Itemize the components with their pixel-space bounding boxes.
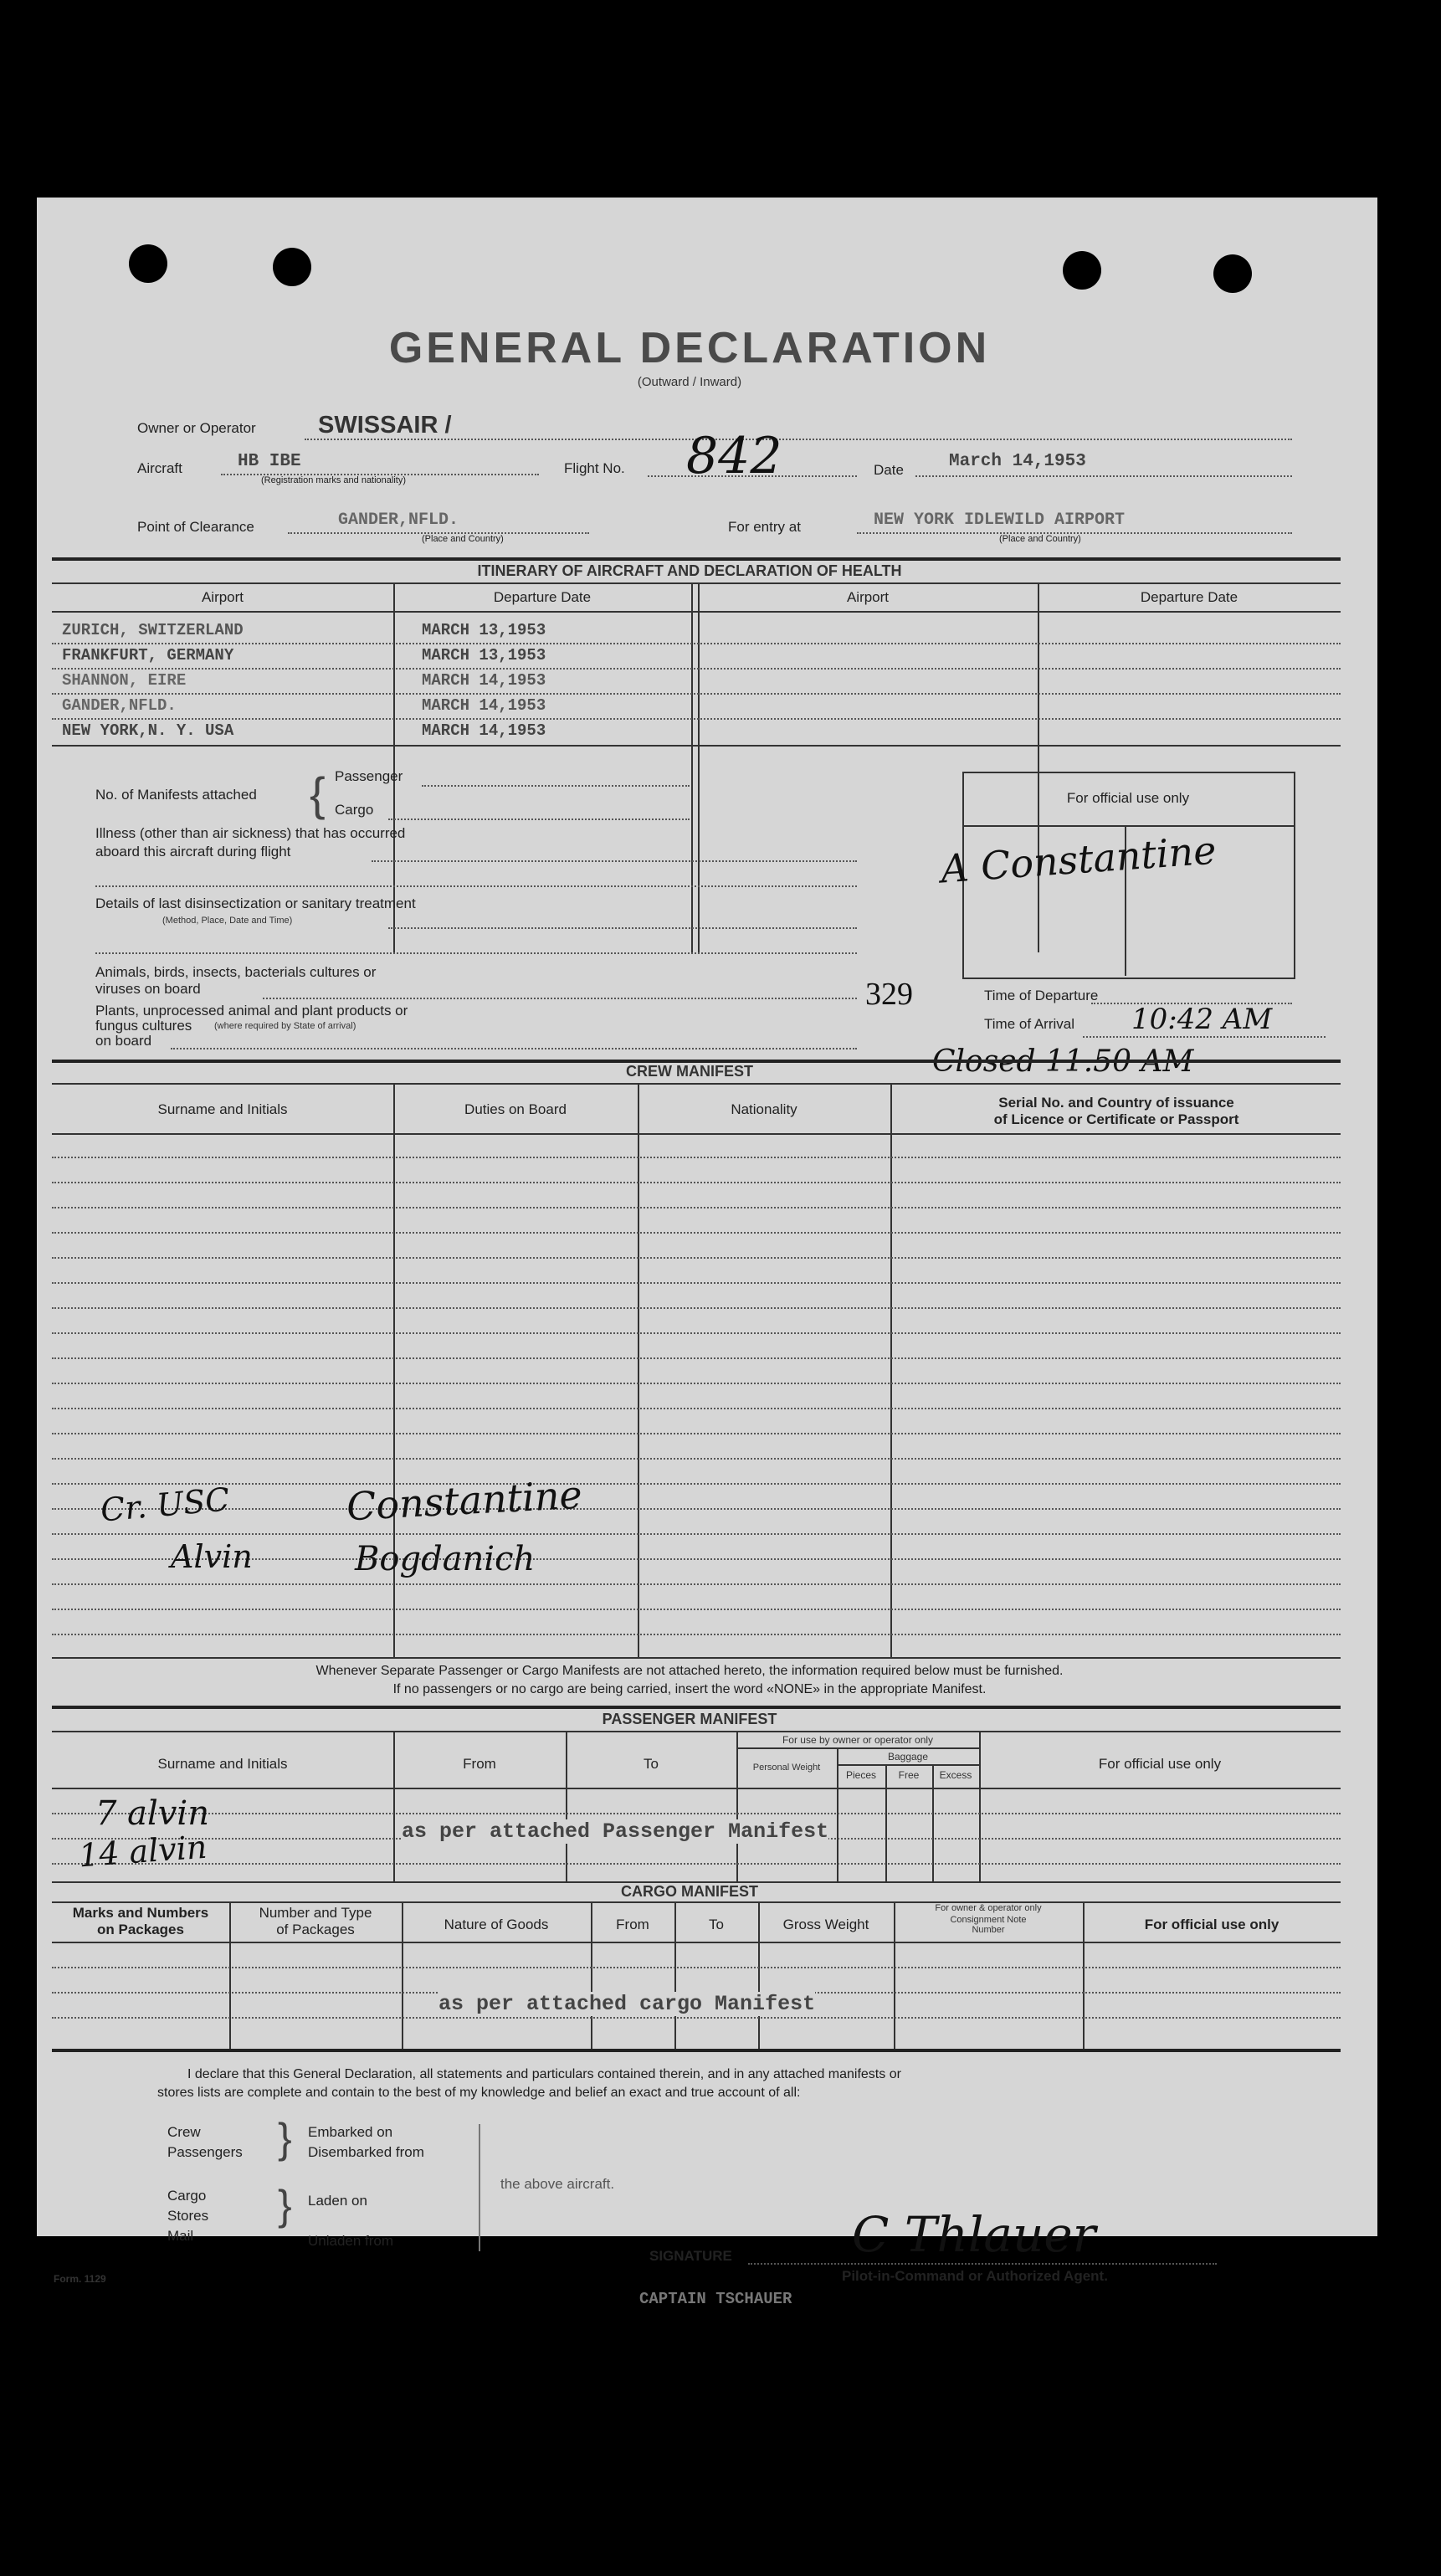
cargo-col-weight: Gross Weight	[782, 1917, 869, 1932]
itinerary-airport-1: ZURICH, SWITZERLAND	[62, 621, 244, 639]
passenger-entry-1: 7 alvin	[95, 1794, 209, 1833]
decl-brace-2: }	[278, 2182, 292, 2229]
cargo-title: CARGO MANIFEST	[621, 1883, 758, 1900]
notice-line-2: If no passengers or no cargo are being carried, insert the word «NONE» in the appropriate Manifest.	[392, 1682, 987, 1696]
crew-title: CREW MANIFEST	[626, 1063, 753, 1080]
passenger-col-surname: Surname and Initials	[157, 1756, 288, 1772]
passenger-attached: as per attached Passenger Manifest	[402, 1819, 829, 1844]
declaration-line-2: stores lists are complete and contain to the best of my knowledge and belief an exact and true account of all:	[157, 2086, 801, 2100]
cargo-col-official: For official use only	[1144, 1917, 1279, 1932]
entry-label: For entry at	[728, 519, 801, 535]
decl-crew: Crew	[167, 2124, 201, 2140]
form-title: GENERAL DECLARATION	[388, 324, 991, 372]
cargo-col-owner-2: Consignment Note	[950, 1915, 1027, 1925]
itinerary-col-departure: Departure Date	[493, 589, 592, 605]
clearance-sub: (Place and Country)	[422, 534, 504, 544]
decl-disembarked: Disembarked from	[308, 2144, 424, 2160]
illness-label-1: Illness (other than air sickness) that has occurred	[95, 825, 406, 841]
passenger-col-personal: Personal Weight	[752, 1763, 821, 1773]
form-number: Form. 1129	[54, 2273, 106, 2285]
plants-label-1: Plants, unprocessed animal and plant products or	[95, 1003, 408, 1019]
decl-mail: Mail	[167, 2228, 194, 2244]
decl-passengers: Passengers	[167, 2144, 243, 2160]
crew-entry-2-name: Bogdanich	[355, 1540, 536, 1578]
decl-above: the above aircraft.	[500, 2176, 615, 2192]
itinerary-date-5: MARCH 14,1953	[422, 721, 546, 740]
disinsect-label-2: (Method, Place, Date and Time)	[162, 916, 293, 926]
passenger-title: PASSENGER MANIFEST	[602, 1711, 777, 1727]
passenger-col-free: Free	[898, 1769, 920, 1781]
cargo-col-to: To	[709, 1917, 724, 1932]
departure-time-label: Time of Departure	[984, 988, 1099, 1003]
owner-label: Owner or Operator	[137, 420, 256, 436]
captain-name: CAPTAIN TSCHAUER	[639, 2290, 792, 2308]
crew-col-surname: Surname and Initials	[157, 1101, 288, 1117]
itinerary-airport-2: FRANKFURT, GERMANY	[62, 646, 234, 665]
signature-label: SIGNATURE	[649, 2248, 732, 2264]
official-title: For official use only	[1066, 790, 1190, 806]
itinerary-airport-4: GANDER,NFLD.	[62, 696, 177, 715]
entry-value: NEW YORK IDLEWILD AIRPORT	[874, 511, 1126, 530]
decl-brace-1: }	[278, 2115, 292, 2162]
punch-hole	[1213, 254, 1252, 293]
closed-time: Closed 11.50 AM	[932, 1044, 1194, 1079]
itinerary-date-2: MARCH 13,1953	[422, 646, 546, 665]
owner-value: SWISSAIR /	[318, 412, 452, 439]
itinerary-date-3: MARCH 14,1953	[422, 671, 546, 690]
crew-entry-1-name: Constantine	[345, 1471, 583, 1530]
entry-sub: (Place and Country)	[999, 534, 1081, 544]
crew-entry-1-initials: Cr. USC	[99, 1480, 231, 1529]
animals-label-2: viruses on board	[95, 981, 201, 997]
flight-label: Flight No.	[564, 460, 625, 476]
pilot-signature: C Thlauer	[852, 2206, 1096, 2263]
clearance-label: Point of Clearance	[137, 519, 254, 535]
flight-value: 842	[686, 427, 782, 485]
itinerary-airport-5: NEW YORK,N. Y. USA	[62, 721, 234, 740]
itinerary-col-departure-2: Departure Date	[1140, 589, 1238, 605]
crew-col-serial-1: Serial No. and Country of issuance	[998, 1095, 1234, 1111]
arrival-time-label: Time of Arrival	[984, 1016, 1075, 1032]
decl-cargo: Cargo	[167, 2188, 207, 2204]
plants-label-3: on board	[95, 1033, 152, 1049]
cargo-attached: as per attached cargo Manifest	[438, 1992, 816, 2016]
clearance-value: GANDER,NFLD.	[338, 511, 459, 530]
disinsect-label-1: Details of last disinsectization or sanitary treatment	[95, 895, 416, 911]
cargo-col-marks-1: Marks and Numbers	[72, 1905, 209, 1921]
itinerary-col-airport-2: Airport	[846, 589, 890, 605]
passenger-entry-2: 14 alvin	[77, 1828, 208, 1875]
punch-hole	[273, 248, 311, 286]
decl-laden: Laden on	[308, 2193, 367, 2209]
passenger-col-to: To	[644, 1756, 659, 1772]
arrival-time-value: 10:42 AM	[1131, 1003, 1273, 1036]
itinerary-col-airport: Airport	[201, 589, 244, 605]
itinerary-airport-3: SHANNON, EIRE	[62, 671, 187, 690]
passenger-label: Passenger	[335, 768, 403, 784]
animals-label-1: Animals, birds, insects, bacterials cultures or	[95, 964, 377, 980]
crew-entry-2-first: Alvin	[171, 1538, 253, 1575]
plants-label-2: fungus cultures	[95, 1018, 192, 1034]
punch-hole	[1063, 251, 1101, 290]
decl-unladen: Unladen from	[308, 2233, 394, 2249]
notice-line-1: Whenever Separate Passenger or Cargo Manifests are not attached hereto, the information required below must be furnished.	[315, 1664, 1064, 1678]
plants-label-2b: (where required by State of arrival)	[214, 1021, 356, 1031]
cargo-col-number-2: of Packages	[276, 1922, 355, 1937]
passenger-col-owner: For use by owner or operator only	[782, 1734, 934, 1746]
itinerary-date-4: MARCH 14,1953	[422, 696, 546, 715]
cargo-col-marks-2: on Packages	[97, 1922, 184, 1937]
passenger-col-official: For official use only	[1098, 1756, 1222, 1772]
official-number: 329	[865, 977, 913, 1012]
itinerary-date-1: MARCH 13,1953	[422, 621, 546, 639]
form-subtitle: (Outward / Inward)	[637, 375, 742, 389]
declaration-line-1: I declare that this General Declaration, all statements and particulars contained therein, and in any attached manifests or	[187, 2067, 901, 2081]
date-value: March 14,1953	[949, 452, 1086, 471]
manifests-label: No. of Manifests attached	[95, 787, 257, 803]
itinerary-title: ITINERARY OF AIRCRAFT AND DECLARATION OF HEALTH	[477, 562, 902, 579]
cargo-label: Cargo	[335, 802, 374, 818]
crew-col-nationality: Nationality	[731, 1101, 797, 1117]
cargo-col-nature: Nature of Goods	[444, 1917, 549, 1932]
cargo-col-owner-3: Number	[972, 1925, 1005, 1935]
passenger-col-pieces: Pieces	[845, 1769, 877, 1781]
declaration-form	[37, 198, 1377, 2308]
aircraft-value: HB IBE	[238, 452, 301, 471]
passenger-col-baggage: Baggage	[887, 1751, 929, 1763]
cargo-col-owner-1: For owner & operator only	[935, 1903, 1042, 1913]
illness-label-2: aboard this aircraft during flight	[95, 844, 291, 860]
agent-label: Pilot-in-Command or Authorized Agent.	[842, 2268, 1108, 2284]
date-label: Date	[874, 462, 904, 478]
aircraft-sub: (Registration marks and nationality)	[261, 475, 407, 485]
punch-hole	[129, 244, 167, 283]
crew-col-duties: Duties on Board	[464, 1101, 567, 1117]
passenger-col-excess: Excess	[939, 1769, 972, 1781]
decl-embarked: Embarked on	[308, 2124, 393, 2140]
cargo-col-from: From	[616, 1917, 649, 1932]
decl-stores: Stores	[167, 2208, 209, 2224]
aircraft-label: Aircraft	[137, 460, 182, 476]
manifests-brace: {	[310, 767, 326, 820]
cargo-col-number-1: Number and Type	[259, 1905, 372, 1921]
passenger-col-from: From	[463, 1756, 496, 1772]
crew-col-serial-2: of Licence or Certificate or Passport	[993, 1111, 1239, 1127]
official-signature: A Constantine	[939, 827, 1218, 892]
